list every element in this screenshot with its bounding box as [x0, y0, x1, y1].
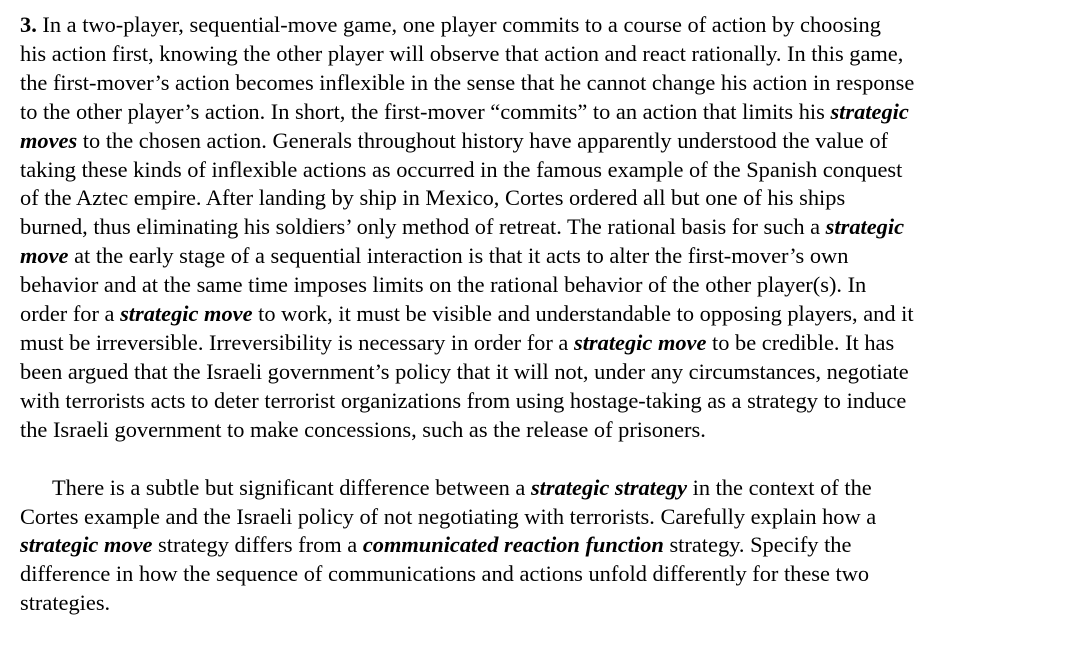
text-line: [20, 213, 1060, 242]
text-segment: In a two-player, sequential-move game, one player commits to a course of action by choosing: [42, 12, 881, 37]
text-line: [20, 69, 1060, 98]
text-line: [20, 156, 1060, 185]
text-segment: to the other player’s action. In short, the first-mover “commits” to an action that limits his: [20, 98, 831, 124]
text-segment: with terrorists acts to deter terrorist organizations from using hostage-taking as a strategy to induce: [20, 387, 907, 413]
text-line: [20, 503, 1060, 532]
text-line: [20, 589, 1060, 618]
text-segment: to be credible. It has: [706, 329, 895, 355]
text-segment: the Israeli government to make concessions, such as the release of prisoners.: [20, 416, 706, 442]
text-line: [20, 300, 1060, 329]
text-line: [20, 271, 1060, 300]
text-segment: been argued that the Israeli government’s policy that it will not, under any circumstances, negotiate: [20, 358, 909, 384]
emphasized-term: strategic: [825, 214, 905, 240]
text-segment: strategy. Specify the: [663, 532, 852, 558]
text-segment: strategies.: [20, 590, 111, 616]
text-line: [20, 387, 1060, 416]
emphasized-term: strategic strategy: [530, 474, 688, 500]
text-segment: Cortes example and the Israeli policy of not negotiating with terrorists. Carefully explain how a: [20, 503, 877, 529]
emphasized-term: strategic: [830, 98, 909, 124]
text-segment: There is a subtle but significant difference between a: [52, 474, 531, 500]
text-segment: behavior and at the same time imposes limits on the rational behavior of the other player(s). In: [20, 272, 867, 298]
emphasized-term: move: [20, 243, 69, 269]
text-segment: to work, it must be visible and understandable to opposing players, and it: [252, 301, 914, 327]
document-body: [20, 11, 1060, 618]
question-paragraph-2: [20, 474, 1060, 619]
text-line: [20, 184, 1060, 213]
text-segment: the first-mover’s action becomes inflexible in the sense that he cannot change his action in response: [20, 69, 915, 95]
text-segment: taking these kinds of inflexible actions as occurred in the famous example of the Spanish conquest: [20, 156, 903, 182]
text-segment: burned, thus eliminating his soldiers’ only method of retreat. The rational basis for such a: [20, 214, 826, 240]
text-line: [20, 358, 1060, 387]
paragraph-spacer: [20, 445, 1060, 474]
emphasized-term: strategic move: [20, 532, 153, 558]
text-line: [20, 127, 1060, 156]
text-segment: at the early stage of a sequential interaction is that it acts to alter the first-mover’s own: [68, 243, 849, 269]
text-line: [20, 242, 1060, 271]
text-line: [20, 416, 1060, 445]
text-line: [20, 11, 1060, 40]
text-line: [20, 40, 1060, 69]
emphasized-term: communicated reaction function: [362, 532, 664, 558]
text-line: [20, 98, 1060, 127]
text-segment: his action first, knowing the other player will observe that action and react rationally. In this game,: [20, 40, 904, 66]
text-line: [20, 560, 1060, 589]
text-line: [20, 329, 1060, 358]
emphasized-term: moves: [20, 127, 78, 153]
text-segment: order for a: [20, 301, 121, 327]
emphasized-term: strategic move: [120, 301, 253, 327]
text-segment: to the chosen action. Generals throughout history have apparently understood the value of: [77, 127, 889, 153]
question-paragraph-1: [20, 11, 1060, 445]
text-segment: strategy differs from a: [152, 532, 363, 558]
emphasized-term: strategic move: [573, 329, 707, 355]
text-line: [20, 474, 1060, 503]
text-segment: difference in how the sequence of communications and actions unfold differently for these two: [20, 561, 870, 587]
question-number: 3.: [20, 12, 37, 37]
text-line: [20, 531, 1060, 560]
text-segment: of the Aztec empire. After landing by ship in Mexico, Cortes ordered all but one of his ships: [20, 185, 846, 211]
text-segment: in the context of the: [687, 474, 872, 500]
text-segment: must be irreversible. Irreversibility is necessary in order for a: [20, 329, 574, 355]
